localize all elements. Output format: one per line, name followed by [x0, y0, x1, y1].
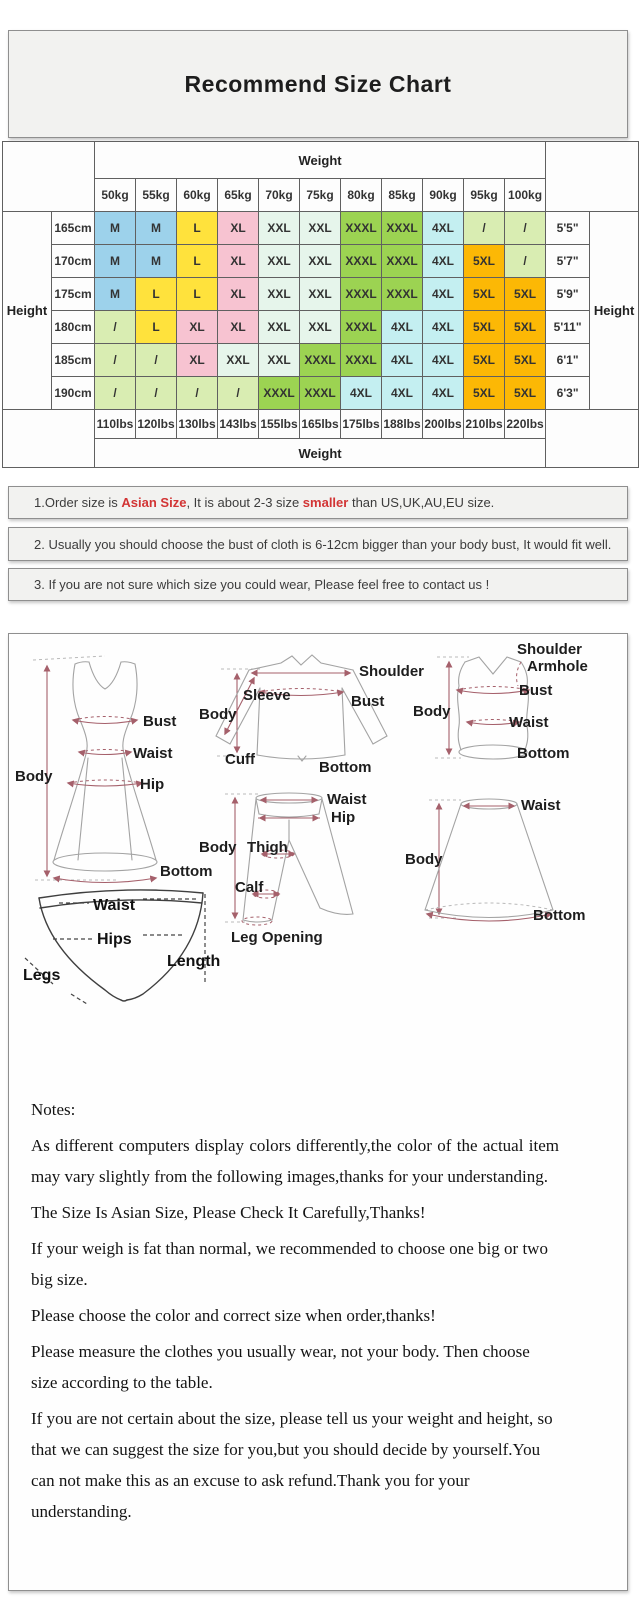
height-label-right: Height	[590, 212, 639, 410]
page-title: Recommend Size Chart	[184, 70, 452, 97]
kg-header: 90kg	[423, 179, 464, 212]
weight-header: Weight	[95, 142, 546, 179]
lbs-header: 120lbs	[136, 410, 177, 439]
kg-header: 55kg	[136, 179, 177, 212]
kg-header: 60kg	[177, 179, 218, 212]
size-cell: XXL	[259, 344, 300, 377]
lbs-header: 130lbs	[177, 410, 218, 439]
note1-highlight: Asian Size	[121, 495, 187, 510]
height-label-left: Height	[3, 212, 52, 410]
vest-shoulder-label: Shoulder	[517, 642, 583, 658]
size-cell: XL	[177, 311, 218, 344]
cm-cell: 170cm	[52, 245, 95, 278]
size-cell: 5XL	[464, 278, 505, 311]
size-cell: L	[177, 212, 218, 245]
cm-cell: 185cm	[52, 344, 95, 377]
size-cell: 5XL	[464, 311, 505, 344]
size-cell: XXXL	[341, 245, 382, 278]
size-table	[2, 141, 639, 468]
notes-heading: Notes:	[31, 1100, 76, 1119]
pants-thigh-label: Thigh	[247, 839, 288, 856]
briefs-legs-label: Legs	[23, 967, 61, 984]
skirt-waist-label: Waist	[521, 797, 561, 814]
vest-armhole-label: Armhole	[527, 658, 588, 675]
size-cell: 4XL	[382, 311, 423, 344]
shirt-bottom-label: Bottom	[319, 759, 372, 776]
table-row	[3, 377, 639, 410]
table-row	[3, 439, 639, 468]
size-cell: XXL	[259, 212, 300, 245]
shirt-body-label: Body	[199, 706, 237, 723]
size-cell: XXL	[300, 311, 341, 344]
notes-paragraph: Please choose the color and correct size when order,thanks!	[31, 1306, 436, 1325]
briefs-length-label: Length	[167, 953, 221, 970]
note-strip-2	[8, 527, 628, 561]
size-cell: /	[505, 212, 546, 245]
dress-diagram	[15, 656, 213, 883]
note1-part: , It is about 2-3 size	[186, 495, 303, 510]
pants-waist-label: Waist	[327, 791, 367, 808]
dress-bust-label: Bust	[143, 713, 177, 730]
size-cell: XL	[218, 311, 259, 344]
lbs-header: 188lbs	[382, 410, 423, 439]
size-cell: XXXL	[341, 278, 382, 311]
size-cell: 5XL	[464, 377, 505, 410]
size-cell: 4XL	[423, 212, 464, 245]
size-cell: XXL	[300, 245, 341, 278]
pants-calf-label: Calf	[235, 879, 264, 896]
measure-diagram-box	[8, 633, 628, 1591]
cm-cell: 175cm	[52, 278, 95, 311]
pants-hip-label: Hip	[331, 809, 356, 826]
kg-header: 70kg	[259, 179, 300, 212]
bottom-notes	[31, 1089, 559, 1532]
title-box	[8, 30, 628, 138]
feet-cell: 6'1"	[546, 344, 590, 377]
size-cell: M	[95, 212, 136, 245]
note1-text	[34, 495, 494, 510]
lbs-header: 155lbs	[259, 410, 300, 439]
note2-text: 2. Usually you should choose the bust of cloth is 6-12cm bigger than your body bust, It would fit well.	[34, 536, 612, 552]
size-cell: 4XL	[382, 377, 423, 410]
table-row	[3, 245, 639, 278]
pants-leg-opening-label: Leg Opening	[231, 929, 323, 946]
vest-bust-label: Bust	[519, 682, 553, 699]
size-cell: M	[95, 245, 136, 278]
size-cell: XL	[218, 212, 259, 245]
pants-diagram	[199, 791, 366, 946]
briefs-waist-label: Waist	[93, 897, 136, 914]
lbs-header: 110lbs	[95, 410, 136, 439]
shirt-shoulder-label: Shoulder	[359, 663, 425, 680]
size-cell: 5XL	[505, 311, 546, 344]
kg-header: 50kg	[95, 179, 136, 212]
size-cell: L	[136, 311, 177, 344]
size-cell: 5XL	[505, 344, 546, 377]
shirt-sleeve-label: Sleeve	[243, 687, 291, 704]
dress-body-label: Body	[15, 768, 53, 785]
corner-cell	[546, 410, 639, 468]
size-cell: 5XL	[464, 344, 505, 377]
size-cell: 4XL	[423, 344, 464, 377]
size-cell: XXL	[218, 344, 259, 377]
note-strip-3	[8, 568, 628, 601]
table-row	[3, 179, 639, 212]
size-cell: 4XL	[423, 311, 464, 344]
size-cell: XXL	[259, 278, 300, 311]
table-row	[3, 142, 639, 179]
size-cell: 4XL	[382, 344, 423, 377]
note1-part: than US,UK,AU,EU size.	[348, 495, 495, 510]
kg-header: 75kg	[300, 179, 341, 212]
size-cell: XXXL	[341, 344, 382, 377]
shirt-cuff-label: Cuff	[225, 751, 255, 768]
size-cell: 4XL	[423, 245, 464, 278]
size-cell: 4XL	[423, 377, 464, 410]
lbs-header: 143lbs	[218, 410, 259, 439]
size-cell: 4XL	[423, 278, 464, 311]
lbs-header: 165lbs	[300, 410, 341, 439]
cm-cell: 190cm	[52, 377, 95, 410]
kg-header: 100kg	[505, 179, 546, 212]
size-cell: /	[218, 377, 259, 410]
weight-footer: Weight	[95, 439, 546, 468]
kg-header: 65kg	[218, 179, 259, 212]
size-cell: /	[95, 311, 136, 344]
dress-waist-label: Waist	[133, 745, 173, 762]
size-cell: XXXL	[382, 278, 423, 311]
kg-header: 80kg	[341, 179, 382, 212]
kg-header: 95kg	[464, 179, 505, 212]
lbs-header: 175lbs	[341, 410, 382, 439]
size-cell: L	[177, 245, 218, 278]
vest-body-label: Body	[413, 703, 451, 720]
notes-paragraph: The Size Is Asian Size, Please Check It Carefully,Thanks!	[31, 1203, 426, 1222]
note1-highlight: smaller	[302, 495, 349, 510]
size-cell: XL	[218, 278, 259, 311]
garment-measure-diagrams	[9, 642, 627, 1062]
size-cell: XXL	[300, 278, 341, 311]
corner-cell	[3, 142, 95, 212]
briefs-diagram	[23, 890, 220, 1004]
size-cell: /	[177, 377, 218, 410]
table-row	[3, 212, 639, 245]
shirt-diagram	[199, 655, 424, 776]
corner-cell	[3, 410, 95, 468]
size-cell: /	[95, 377, 136, 410]
size-cell: M	[136, 212, 177, 245]
size-cell: /	[505, 245, 546, 278]
feet-cell: 5'5"	[546, 212, 590, 245]
size-cell: XL	[218, 245, 259, 278]
size-cell: XL	[177, 344, 218, 377]
feet-cell: 5'7"	[546, 245, 590, 278]
size-cell: XXXL	[341, 311, 382, 344]
cm-cell: 165cm	[52, 212, 95, 245]
size-cell: XXXL	[300, 377, 341, 410]
lbs-header: 220lbs	[505, 410, 546, 439]
pants-body-label: Body	[199, 839, 237, 856]
size-cell: /	[136, 344, 177, 377]
size-cell: XXL	[259, 311, 300, 344]
size-cell: /	[136, 377, 177, 410]
size-cell: M	[136, 245, 177, 278]
size-cell: XXL	[259, 245, 300, 278]
shirt-bust-label: Bust	[351, 693, 385, 710]
notes-paragraph: If you are not certain about the size, please tell us your weight and height, so that we can suggest the size for you,but you should decide by yourself.You can not make this as an excuse to ask refund.Thank you for your understanding.	[31, 1409, 553, 1521]
size-cell: L	[177, 278, 218, 311]
size-cell: /	[464, 212, 505, 245]
dress-hip-label: Hip	[140, 776, 165, 793]
notes-paragraph: If your weigh is fat than normal, we recommended to choose one big or two big size.	[31, 1239, 548, 1289]
lbs-header: 210lbs	[464, 410, 505, 439]
size-cell: 5XL	[505, 377, 546, 410]
size-cell: XXXL	[300, 344, 341, 377]
lbs-header: 200lbs	[423, 410, 464, 439]
size-cell: 5XL	[505, 278, 546, 311]
feet-cell: 6'3"	[546, 377, 590, 410]
kg-header: 85kg	[382, 179, 423, 212]
cm-cell: 180cm	[52, 311, 95, 344]
size-cell: L	[136, 278, 177, 311]
vest-bottom-label: Bottom	[517, 745, 570, 762]
note-strip-1	[8, 486, 628, 519]
note1-part: 1.Order size is	[34, 495, 122, 510]
size-cell: XXXL	[341, 212, 382, 245]
size-cell: 4XL	[341, 377, 382, 410]
vest-diagram	[413, 642, 588, 762]
table-row	[3, 311, 639, 344]
table-row	[3, 278, 639, 311]
corner-cell	[546, 142, 639, 212]
notes-paragraph: As different computers display colors differently,the color of the actual item may vary slightly from the following images,thanks for your understanding.	[31, 1136, 559, 1186]
briefs-hips-label: Hips	[97, 931, 132, 948]
feet-cell: 5'9"	[546, 278, 590, 311]
table-row	[3, 410, 639, 439]
dress-bottom-label: Bottom	[160, 863, 213, 880]
size-cell: 5XL	[464, 245, 505, 278]
size-cell: XXXL	[382, 212, 423, 245]
skirt-bottom-label: Bottom	[533, 907, 586, 924]
size-cell: M	[95, 278, 136, 311]
size-cell: /	[95, 344, 136, 377]
skirt-body-label: Body	[405, 851, 443, 868]
note3-text: 3. If you are not sure which size you could wear, Please feel free to contact us !	[34, 577, 490, 592]
vest-waist-label: Waist	[509, 714, 549, 731]
skirt-diagram	[405, 797, 586, 924]
notes-paragraph: Please measure the clothes you usually wear, not your body. Then choose size according to the table.	[31, 1342, 530, 1392]
size-cell: XXXL	[259, 377, 300, 410]
feet-cell: 5'11"	[546, 311, 590, 344]
size-cell: XXL	[300, 212, 341, 245]
size-cell: XXXL	[382, 245, 423, 278]
table-row	[3, 344, 639, 377]
